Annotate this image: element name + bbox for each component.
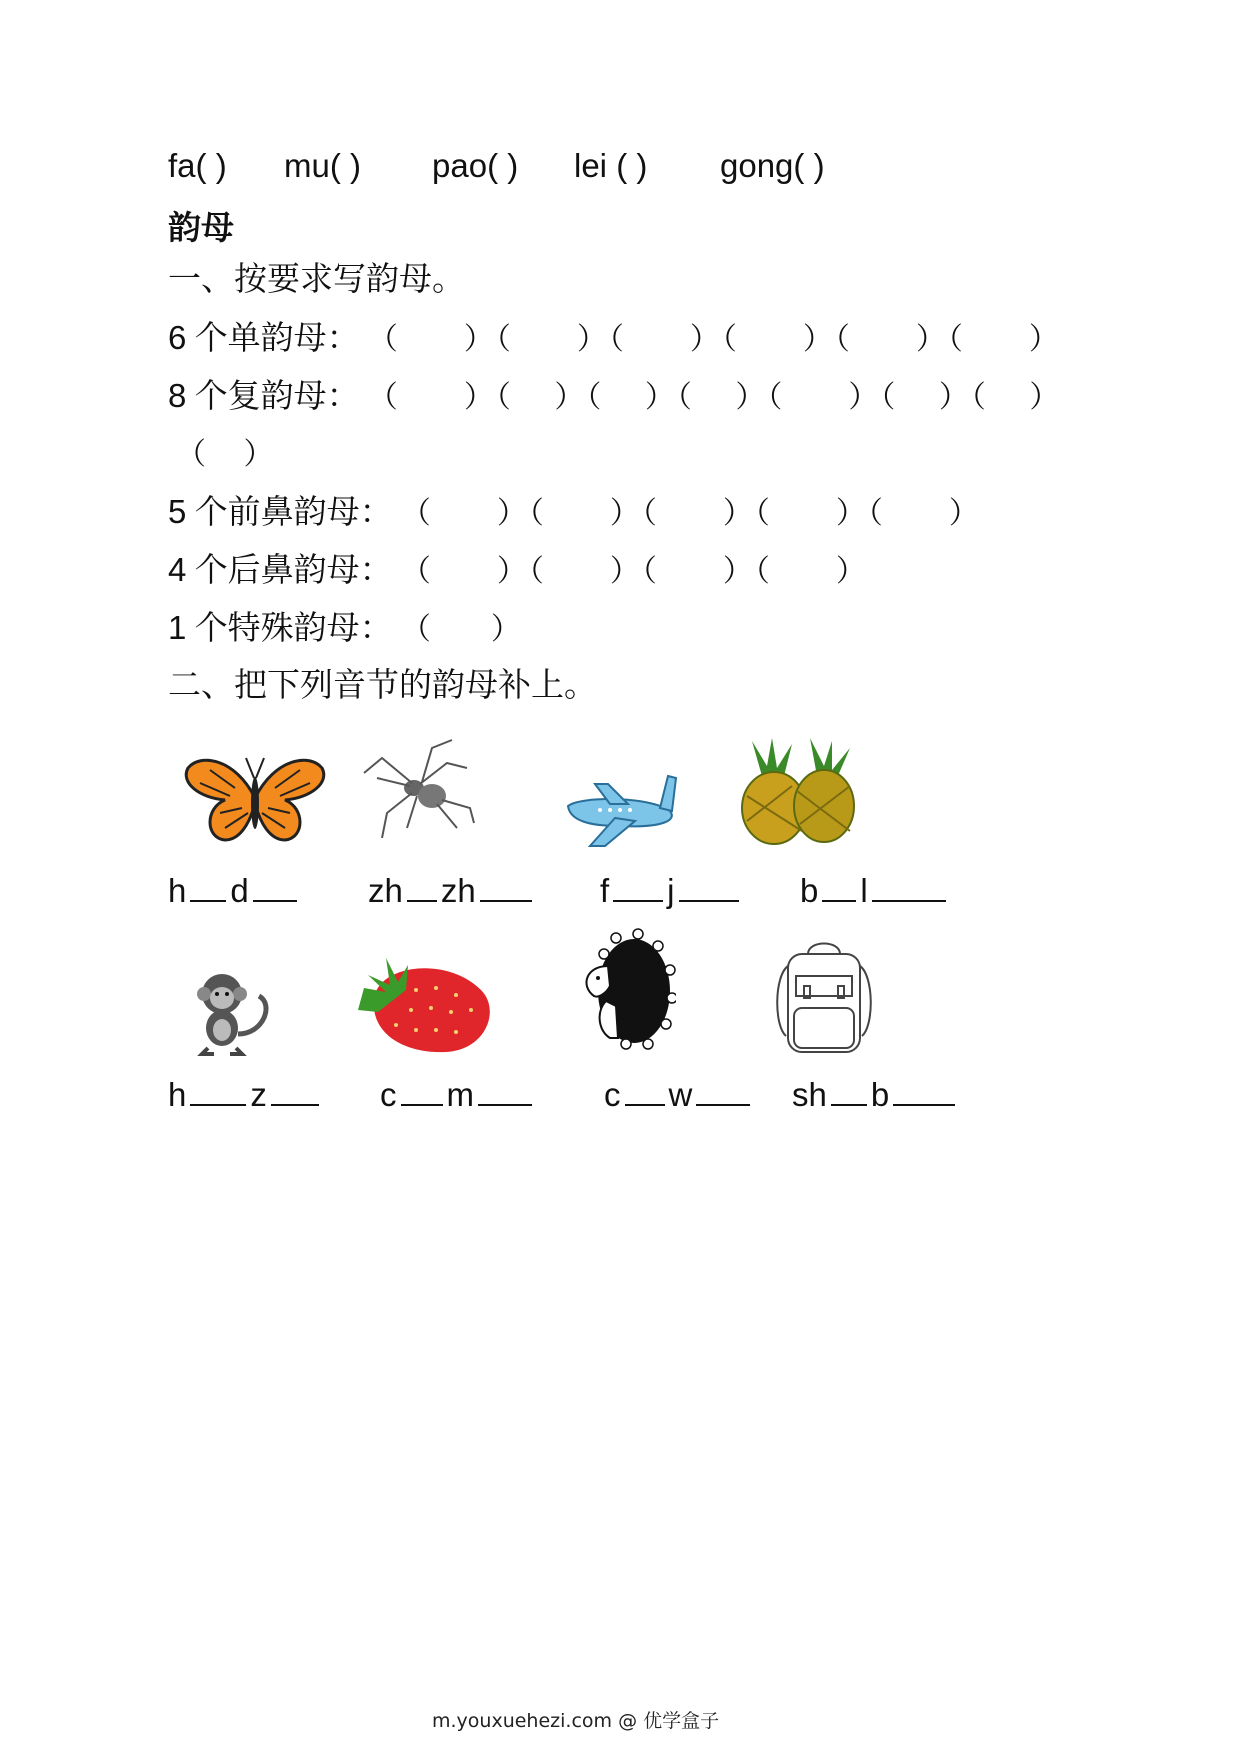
final-blank[interactable]: [190, 874, 226, 902]
pinyin-fill-backpack: [792, 1076, 959, 1114]
answer-blanks[interactable]: （ ）: [176, 438, 274, 471]
pinyin-fill-hedgehog: [604, 1076, 754, 1114]
final-blank[interactable]: [401, 1078, 443, 1106]
initial: w: [668, 1076, 693, 1113]
row-number: 5: [168, 493, 187, 530]
row-label: 个单韵母：: [194, 321, 360, 357]
initial: d: [230, 872, 249, 909]
final-blank[interactable]: [478, 1078, 532, 1106]
q1-row-compound: [168, 376, 1061, 418]
pinyin-fill-airplane: [600, 872, 743, 910]
initial: f: [600, 872, 610, 909]
pineapple-picture: [732, 736, 862, 846]
initial: h: [168, 872, 187, 909]
q1-row-compound-cont: [176, 434, 274, 475]
pinyin-fill-butterfly: [168, 872, 301, 910]
hedgehog-picture: [576, 926, 676, 1052]
row-number: 4: [168, 551, 187, 588]
syllable-pao: pao: [432, 147, 488, 184]
initial: l: [860, 872, 868, 909]
pinyin-fill-strawberry: [380, 1076, 536, 1114]
initial: j: [667, 872, 675, 909]
syllable-item: [284, 146, 361, 186]
final-blank[interactable]: [480, 874, 532, 902]
initial: b: [800, 872, 819, 909]
final-blank[interactable]: [822, 874, 856, 902]
final-blank[interactable]: [625, 1078, 665, 1106]
initial: zh: [440, 872, 476, 909]
final-blank[interactable]: [407, 874, 437, 902]
syllable-item: [720, 146, 825, 186]
row-label: 个复韵母：: [194, 379, 360, 415]
final-blank[interactable]: [696, 1078, 750, 1106]
answer-blanks[interactable]: （ ）（ ）（ ）（ ）: [400, 555, 868, 588]
initial: zh: [368, 872, 403, 909]
strawberry-picture: [356, 950, 498, 1058]
paren-blank[interactable]: ( ): [329, 147, 361, 184]
final-blank[interactable]: [253, 874, 297, 902]
pinyin-fill-spider: [368, 872, 536, 910]
backpack-picture: [770, 936, 878, 1058]
section-title: 韵母: [168, 211, 234, 247]
initial: c: [380, 1076, 397, 1113]
q2-title: 二、把下列音节的韵母补上。: [168, 668, 597, 704]
row-number: 1: [168, 609, 187, 646]
q1-row-single: [168, 318, 1061, 360]
answer-blanks[interactable]: （ ）: [400, 613, 521, 646]
pinyin-fill-monkey: [168, 1076, 323, 1114]
final-blank[interactable]: [679, 874, 739, 902]
butterfly-picture: [180, 748, 330, 848]
syllable-item: [432, 146, 518, 186]
airplane-picture: [560, 766, 680, 851]
pinyin-fill-pineapple: [800, 872, 950, 910]
syllable-lei: lei: [574, 147, 608, 184]
q1-title: 一、按要求写韵母。: [168, 262, 465, 298]
final-blank[interactable]: [872, 874, 946, 902]
footer-watermark: m.youxuehezi.com @ 优学盒子: [432, 1710, 720, 1732]
paren-blank[interactable]: ( ): [487, 147, 519, 184]
syllable-row: [168, 146, 227, 186]
q1-row-back-nasal: [168, 550, 868, 592]
final-blank[interactable]: [831, 1078, 867, 1106]
row-number: 6: [168, 319, 187, 356]
final-blank[interactable]: [893, 1078, 955, 1106]
row-label: 个特殊韵母：: [194, 611, 393, 647]
paren-blank[interactable]: ( ): [607, 147, 648, 184]
row-number: 8: [168, 377, 187, 414]
initial: c: [604, 1076, 621, 1113]
initial: h: [168, 1076, 187, 1113]
initial: sh: [792, 1076, 827, 1113]
monkey-picture: [184, 964, 276, 1056]
q1-row-special: [168, 608, 521, 650]
initial: m: [446, 1076, 474, 1113]
answer-blanks[interactable]: （ ）（ ）（ ）（ ）（ ）: [400, 497, 981, 530]
spider-picture: [362, 738, 482, 838]
syllable-item: [574, 146, 647, 186]
initial: b: [870, 1076, 890, 1113]
answer-blanks[interactable]: （ ）（ ）（ ）（ ）（ ）（ ）（ ）: [367, 381, 1062, 414]
syllable-gong: gong: [720, 147, 794, 184]
row-label: 个后鼻韵母：: [194, 553, 393, 589]
q1-row-front-nasal: [168, 492, 981, 534]
answer-blanks[interactable]: （ ）（ ）（ ）（ ）（ ）（ ）: [367, 323, 1061, 356]
syllable-fa: fa: [168, 147, 196, 184]
paren-blank[interactable]: ( ): [793, 147, 825, 184]
initial: z: [250, 1076, 267, 1113]
final-blank[interactable]: [271, 1078, 319, 1106]
row-label: 个前鼻韵母：: [194, 495, 393, 531]
paren-blank[interactable]: ( ): [195, 147, 227, 184]
final-blank[interactable]: [613, 874, 663, 902]
syllable-mu: mu: [284, 147, 330, 184]
final-blank[interactable]: [190, 1078, 246, 1106]
